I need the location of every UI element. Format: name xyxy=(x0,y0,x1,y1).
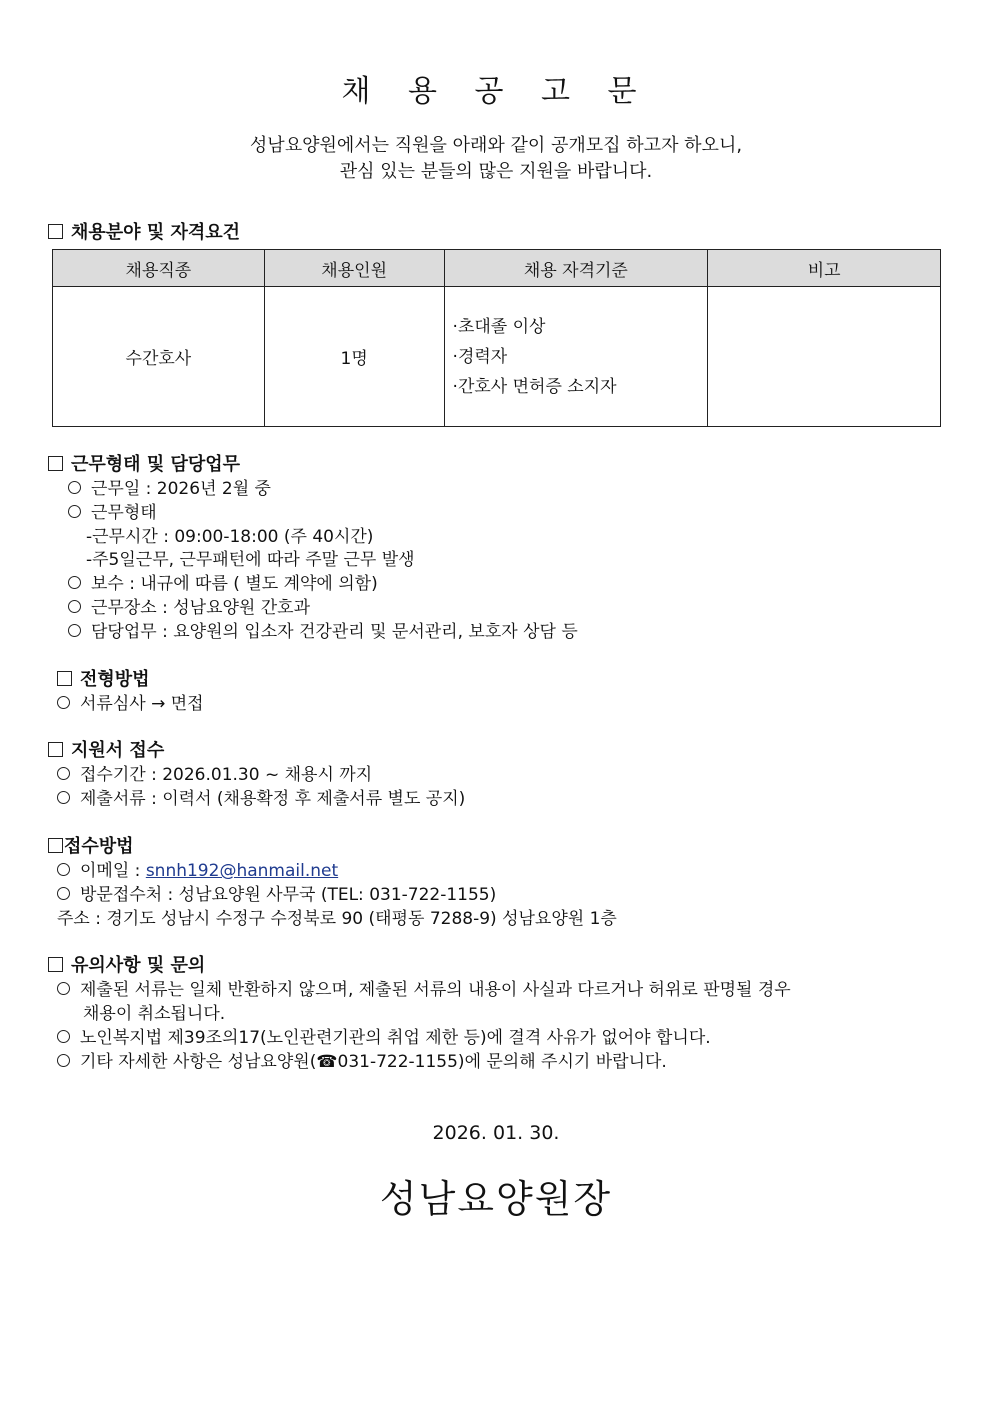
list-item: 기타 자세한 사항은 성남요양원(☎031-722-1155)에 문의해 주시기 바랍니다. xyxy=(57,1047,667,1072)
cell-count: 1명 xyxy=(264,287,444,427)
list-item: 노인복지법 제39조의17(노인관련기관의 취업 제한 등)에 결격 사유가 없어야 합니다. xyxy=(57,1023,711,1048)
checkbox-square-icon xyxy=(48,838,63,853)
signature-title: 성남요양원장 xyxy=(379,1177,613,1221)
section-notes xyxy=(48,951,205,977)
header-note: 비고 xyxy=(708,250,941,287)
header-quals: 채용 자격기준 xyxy=(444,250,708,287)
cell-quals xyxy=(444,287,708,427)
intro-line-2: 관심 있는 분들의 많은 지원을 바랍니다. xyxy=(339,161,653,182)
list-item: 담당업무 : 요양원의 입소자 건강관리 및 문서관리, 보호자 상담 등 xyxy=(68,617,578,642)
cell-job: 수간호사 xyxy=(53,287,265,427)
list-item: 제출된 서류는 일체 반환하지 않으며, 제출된 서류의 내용이 사실과 다르거나 허위로 판명될 경우 xyxy=(57,975,791,1000)
list-item: 서류심사 → 면접 xyxy=(57,689,204,714)
list-item: 방문접수처 : 성남요양원 사무국 (TEL: 031-722-1155) xyxy=(57,880,496,905)
checkbox-square-icon xyxy=(48,224,63,239)
section-work-type xyxy=(48,450,240,476)
list-subitem: -근무시간 : 09:00-18:00 (주 40시간) xyxy=(86,527,374,547)
checkbox-square-icon xyxy=(48,957,63,972)
circle-bullet-icon xyxy=(68,624,81,637)
section-selection xyxy=(57,665,150,691)
qual-item: ·간호사 면허증 소지자 xyxy=(452,376,617,397)
recruit-table xyxy=(52,249,941,427)
document-title: 채 용 공 고 문 xyxy=(341,74,651,109)
header-count: 채용인원 xyxy=(264,250,444,287)
intro-line-1: 성남요양원에서는 직원을 아래와 같이 공개모집 하고자 하오니, xyxy=(249,135,743,156)
qual-item: ·초대졸 이상 xyxy=(452,316,546,337)
table-row xyxy=(53,287,941,427)
circle-bullet-icon xyxy=(68,600,81,613)
address-line: 주소 : 경기도 성남시 수정구 수정북로 90 (태평동 7288-9) 성남요양원 1층 xyxy=(57,909,617,929)
circle-bullet-icon xyxy=(57,863,70,876)
section-application xyxy=(48,736,164,762)
checkbox-square-icon xyxy=(48,742,63,757)
list-item: 보수 : 내규에 따름 ( 별도 계약에 의함) xyxy=(68,569,378,594)
circle-bullet-icon xyxy=(57,696,70,709)
list-item: 접수기간 : 2026.01.30 ~ 채용시 까지 xyxy=(57,760,372,785)
section-heading: 전형방법 xyxy=(80,669,150,690)
circle-bullet-icon xyxy=(57,1030,70,1043)
circle-bullet-icon xyxy=(57,767,70,780)
section-heading: 근무형태 및 담당업무 xyxy=(71,454,241,475)
section-recruit-field xyxy=(48,218,240,244)
circle-bullet-icon xyxy=(68,576,81,589)
section-heading: 유의사항 및 문의 xyxy=(71,955,206,976)
list-subitem: -주5일근무, 근무패턴에 따라 주말 근무 발생 xyxy=(86,550,415,570)
section-heading: 접수방법 xyxy=(64,836,134,857)
cell-note xyxy=(708,287,941,427)
list-item: 이메일 : snnh192@hanmail.net xyxy=(57,856,338,881)
list-item: 근무일 : 2026년 2월 중 xyxy=(68,474,271,499)
circle-bullet-icon xyxy=(57,982,70,995)
circle-bullet-icon xyxy=(57,1054,70,1067)
list-item: 제출서류 : 이력서 (채용확정 후 제출서류 별도 공지) xyxy=(57,784,465,809)
document-date: 2026. 01. 30. xyxy=(432,1122,560,1144)
checkbox-square-icon xyxy=(48,456,63,471)
email-link[interactable]: snnh192@hanmail.net xyxy=(145,861,339,881)
circle-bullet-icon xyxy=(57,887,70,900)
table-header-row xyxy=(53,250,941,287)
header-job: 채용직종 xyxy=(53,250,265,287)
list-item-continued: 채용이 취소됩니다. xyxy=(83,1004,226,1024)
circle-bullet-icon xyxy=(68,505,81,518)
section-heading: 지원서 접수 xyxy=(71,740,165,761)
list-item: 근무형태 xyxy=(68,498,157,523)
circle-bullet-icon xyxy=(57,791,70,804)
section-submission xyxy=(48,832,134,858)
checkbox-square-icon xyxy=(57,671,72,686)
section-heading: 채용분야 및 자격요건 xyxy=(71,222,241,243)
circle-bullet-icon xyxy=(68,481,81,494)
list-item: 근무장소 : 성남요양원 간호과 xyxy=(68,593,310,618)
qual-item: ·경력자 xyxy=(452,346,508,367)
